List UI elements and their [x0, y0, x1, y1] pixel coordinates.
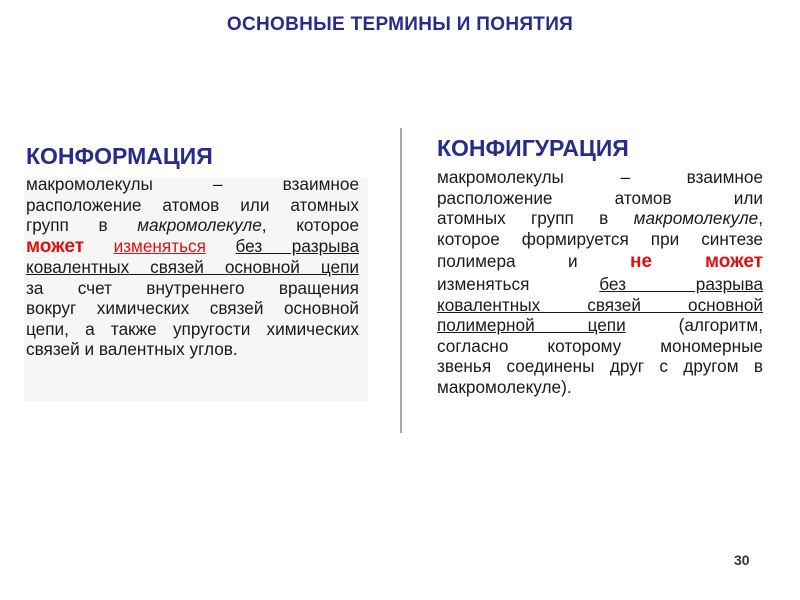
line: макромолекулы – взаимное	[437, 167, 763, 187]
can-highlight: может	[26, 235, 85, 257]
line: связей и валентных углов.	[26, 339, 238, 359]
conformation-block	[26, 142, 359, 360]
configuration-heading: КОНФИГУРАЦИЯ	[437, 135, 629, 161]
line: цепи, а также упругости химических	[26, 318, 359, 339]
change-highlight: изменяться	[113, 235, 206, 256]
line: ковалентных связей основной	[437, 294, 763, 315]
line: атомных групп в макромолекуле,	[437, 208, 764, 228]
conformation-definition	[26, 174, 359, 360]
configuration-block	[437, 134, 763, 397]
line: звенья соединены друг с другом в	[437, 356, 763, 376]
line: согласно которому мономерные	[437, 335, 763, 356]
line: групп в макромолекуле, которое	[26, 215, 360, 235]
configuration-definition	[437, 167, 763, 397]
cannot-highlight: не может	[630, 251, 763, 272]
column-divider	[400, 128, 402, 433]
line: расположение атомов или атомных	[26, 194, 359, 215]
line: расположение атомов или	[437, 187, 763, 208]
line: макромолекулы – взаимное	[26, 174, 359, 194]
line: ковалентных связей основной цепи	[26, 257, 359, 277]
slide-title: ОСНОВНЫЕ ТЕРМИНЫ И ПОНЯТИЯ	[226, 14, 574, 35]
line: полимерной цепи (алгоритм,	[437, 315, 763, 335]
line: которое формируется при синтезе	[437, 228, 763, 249]
line: вокруг химических связей основной	[26, 298, 359, 318]
line: полимера и не может	[437, 251, 763, 272]
line: изменяться без разрыва	[437, 274, 763, 294]
line: макромолекуле).	[437, 376, 572, 397]
line: за счет внутреннего вращения	[26, 277, 359, 298]
conformation-heading: КОНФОРМАЦИЯ	[26, 143, 213, 169]
page-number: 30	[734, 552, 750, 568]
line: может изменяться без разрыва	[26, 235, 360, 257]
